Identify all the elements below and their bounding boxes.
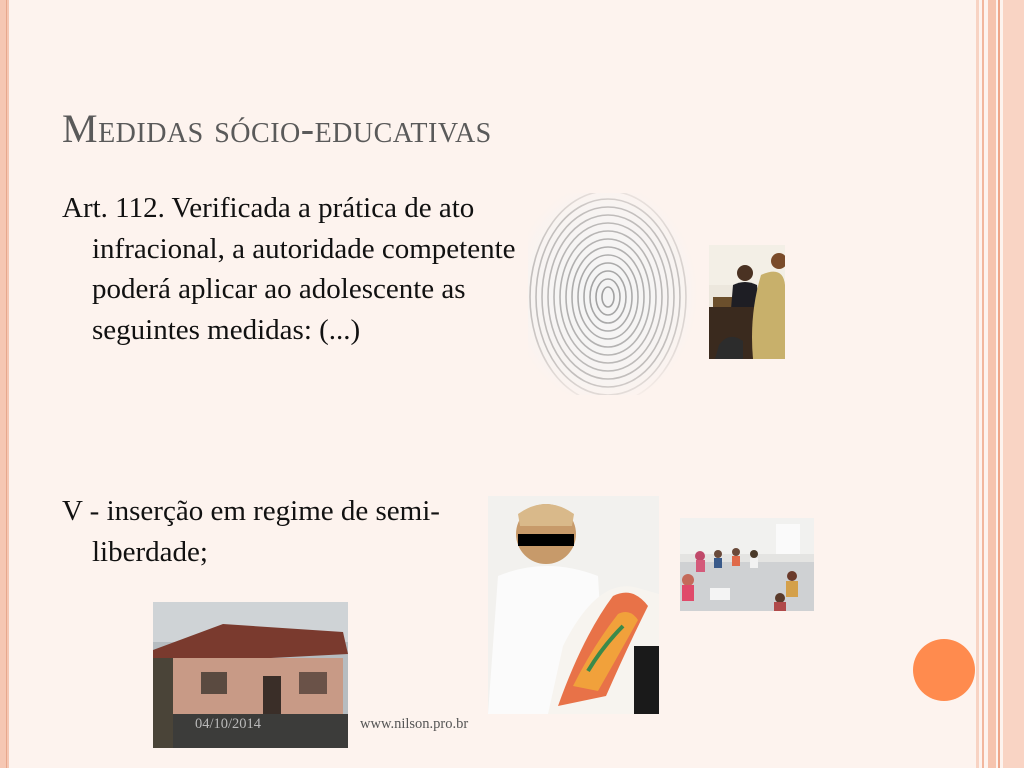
fingerprint-image <box>528 193 698 395</box>
left-border-stripe <box>0 0 9 768</box>
orange-circle-decoration <box>913 639 975 701</box>
semi-liberdade-paragraph: V - inserção em regime de semi-liberdade; <box>62 495 440 568</box>
right-border-stripes <box>976 0 1024 768</box>
adolescent-painting-photo <box>488 496 659 714</box>
footer-url: www.nilson.pro.br <box>360 716 469 732</box>
article-paragraph: Art. 112. Verificada a prática de ato infracional, a autoridade competente poderá aplicar ao adolescente as seguintes medidas: (...) <box>62 192 516 346</box>
footer-date: 04/10/2014 <box>195 716 262 732</box>
lawyer-meeting-photo <box>709 245 785 359</box>
group-circle-activity-photo <box>680 518 814 611</box>
slide-title: Medidas sócio-educativas <box>62 106 492 151</box>
